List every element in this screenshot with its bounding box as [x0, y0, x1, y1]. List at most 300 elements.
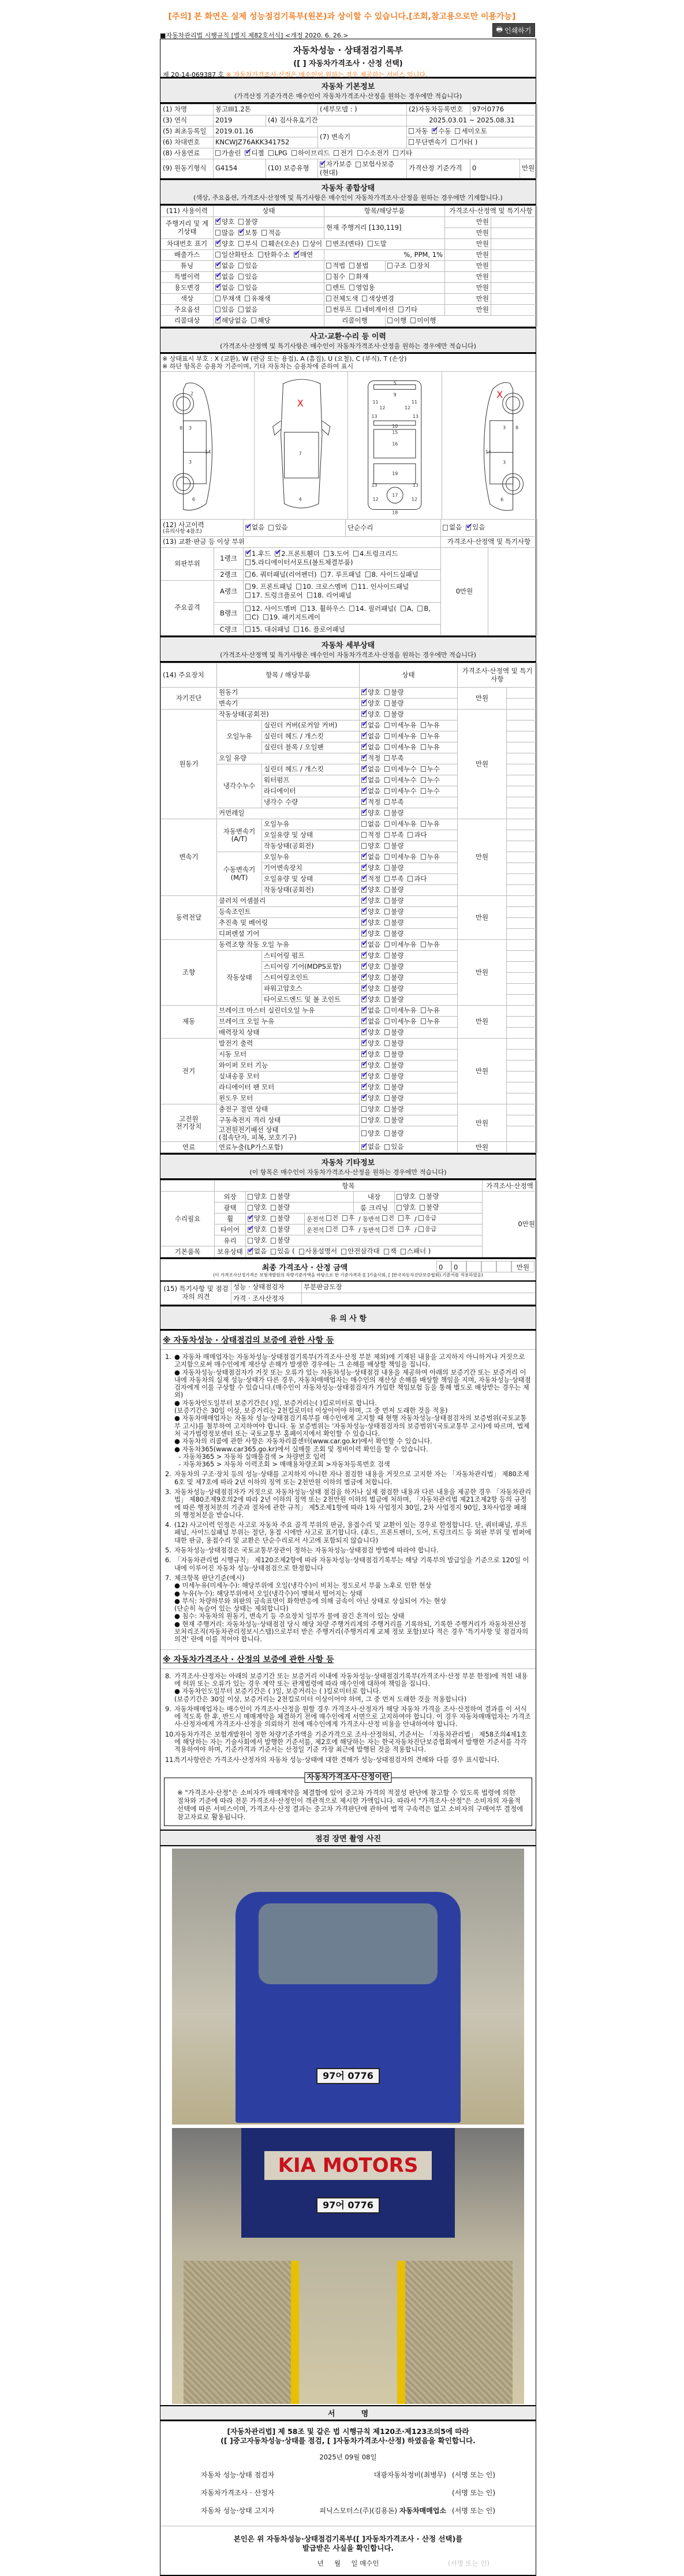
- checkbox-option[interactable]: [384, 963, 403, 970]
- checkbox-box[interactable]: [384, 931, 390, 936]
- checkbox-box[interactable]: [268, 525, 274, 531]
- checkbox-option[interactable]: [397, 1193, 416, 1200]
- checkbox-option[interactable]: [417, 605, 431, 613]
- checkbox-option[interactable]: [365, 571, 418, 578]
- checkbox-option[interactable]: [451, 139, 478, 146]
- checkbox-option[interactable]: [334, 150, 353, 157]
- checkbox-option[interactable]: [384, 1095, 403, 1102]
- checkbox-box[interactable]: [248, 1227, 253, 1233]
- checkbox-box[interactable]: [245, 296, 250, 301]
- checkbox-box[interactable]: [326, 285, 331, 290]
- checkbox-option[interactable]: [393, 150, 412, 157]
- checkbox-box[interactable]: [238, 263, 244, 268]
- checkbox-option[interactable]: [384, 787, 416, 795]
- checkbox-option[interactable]: [361, 886, 380, 894]
- checkbox-option[interactable]: [248, 1215, 267, 1222]
- checkbox-box[interactable]: [303, 241, 308, 247]
- checkbox-box[interactable]: [238, 230, 244, 236]
- checkbox-option[interactable]: [384, 689, 403, 696]
- checkbox-option[interactable]: [384, 1018, 416, 1025]
- checkbox-option[interactable]: [408, 875, 427, 883]
- checkbox-option[interactable]: [384, 831, 403, 839]
- checkbox-box[interactable]: [361, 766, 367, 772]
- checkbox-box[interactable]: [299, 1249, 304, 1255]
- checkbox-box[interactable]: [238, 307, 244, 312]
- checkbox-option[interactable]: [271, 1226, 290, 1233]
- checkbox-option[interactable]: [271, 1204, 290, 1211]
- buyer-signature[interactable]: (서명 또는 인): [448, 2559, 489, 2567]
- checkbox-option[interactable]: [320, 160, 352, 168]
- checkbox-box[interactable]: [238, 241, 244, 247]
- checkbox-box[interactable]: [334, 150, 339, 156]
- checkbox-option[interactable]: [361, 711, 380, 718]
- checkbox-box[interactable]: [361, 920, 367, 925]
- checkbox-option[interactable]: [275, 550, 320, 558]
- checkbox-option[interactable]: [368, 240, 387, 248]
- checkbox-option[interactable]: [421, 733, 440, 740]
- checkbox-option[interactable]: [421, 722, 440, 729]
- checkbox-option[interactable]: [382, 1215, 394, 1222]
- checkbox-box[interactable]: [384, 689, 390, 695]
- checkbox-box[interactable]: [361, 854, 367, 860]
- checkbox-box[interactable]: [421, 722, 426, 728]
- checkbox-option[interactable]: [384, 820, 416, 828]
- checkbox-box[interactable]: [382, 1215, 387, 1221]
- checkbox-box[interactable]: [215, 296, 220, 301]
- checkbox-box[interactable]: [384, 942, 390, 947]
- checkbox-option[interactable]: [398, 306, 417, 313]
- checkbox-option[interactable]: [387, 262, 406, 270]
- checkbox-box[interactable]: [384, 1007, 390, 1013]
- checkbox-box[interactable]: [268, 150, 274, 156]
- checkbox-option[interactable]: [384, 733, 416, 740]
- checkbox-box[interactable]: [421, 942, 426, 947]
- checkbox-option[interactable]: [361, 941, 380, 949]
- checkbox-option[interactable]: [342, 1215, 354, 1222]
- checkbox-box[interactable]: [361, 1029, 367, 1035]
- checkbox-option[interactable]: [361, 820, 380, 828]
- checkbox-box[interactable]: [248, 1238, 253, 1244]
- checkbox-box[interactable]: [420, 1205, 425, 1211]
- checkbox-option[interactable]: [361, 919, 380, 927]
- checkbox-option[interactable]: [291, 150, 330, 157]
- checkbox-box[interactable]: [349, 274, 354, 279]
- checkbox-box[interactable]: [326, 1215, 331, 1221]
- checkbox-option[interactable]: [326, 284, 345, 292]
- checkbox-box[interactable]: [397, 1205, 402, 1211]
- checkbox-box[interactable]: [398, 1215, 403, 1221]
- checkbox-box[interactable]: [215, 230, 220, 236]
- checkbox-box[interactable]: [361, 985, 367, 991]
- checkbox-box[interactable]: [361, 755, 367, 761]
- checkbox-box[interactable]: [326, 274, 331, 279]
- checkbox-box[interactable]: [384, 887, 390, 893]
- checkbox-box[interactable]: [421, 766, 426, 772]
- checkbox-option[interactable]: [384, 897, 403, 905]
- checkbox-option[interactable]: [384, 864, 403, 872]
- checkbox-box[interactable]: [326, 296, 331, 301]
- checkbox-option[interactable]: [361, 875, 380, 883]
- checkbox-option[interactable]: [326, 273, 345, 281]
- checkbox-box[interactable]: [361, 1073, 367, 1079]
- checkbox-box[interactable]: [245, 551, 251, 557]
- checkbox-option[interactable]: [361, 733, 380, 740]
- checkbox-option[interactable]: [341, 1248, 380, 1255]
- checkbox-option[interactable]: [384, 1117, 403, 1124]
- checkbox-option[interactable]: [238, 240, 257, 248]
- checkbox-box[interactable]: [238, 219, 244, 225]
- checkbox-option[interactable]: [271, 1237, 290, 1244]
- checkbox-option[interactable]: [410, 317, 436, 324]
- checkbox-box[interactable]: [361, 832, 367, 838]
- checkbox-box[interactable]: [466, 525, 471, 531]
- checkbox-box[interactable]: [301, 606, 306, 611]
- checkbox-option[interactable]: [326, 1215, 338, 1222]
- checkbox-box[interactable]: [421, 788, 426, 794]
- checkbox-option[interactable]: [384, 941, 416, 949]
- checkbox-box[interactable]: [361, 1040, 367, 1046]
- checkbox-box[interactable]: [384, 821, 390, 827]
- checkbox-option[interactable]: [326, 295, 358, 303]
- checkbox-box[interactable]: [215, 318, 220, 323]
- checkbox-option[interactable]: [324, 550, 349, 558]
- checkbox-option[interactable]: [408, 831, 427, 839]
- checkbox-box[interactable]: [418, 1226, 424, 1232]
- checkbox-box[interactable]: [361, 843, 367, 849]
- checkbox-box[interactable]: [384, 799, 390, 805]
- checkbox-box[interactable]: [384, 1106, 390, 1112]
- checkbox-box[interactable]: [361, 1084, 367, 1090]
- checkbox-option[interactable]: [421, 744, 440, 751]
- checkbox-box[interactable]: [215, 285, 220, 290]
- checkbox-box[interactable]: [326, 307, 331, 312]
- checkbox-box[interactable]: [384, 953, 390, 958]
- checkbox-option[interactable]: [384, 1143, 403, 1151]
- checkbox-option[interactable]: [357, 150, 389, 157]
- checkbox-box[interactable]: [356, 307, 361, 312]
- signature-field[interactable]: (서명 또는 인): [452, 2488, 495, 2497]
- checkbox-option[interactable]: [301, 605, 345, 613]
- checkbox-box[interactable]: [384, 777, 390, 783]
- checkbox-box[interactable]: [387, 318, 393, 323]
- checkbox-box[interactable]: [245, 592, 251, 598]
- checkbox-box[interactable]: [245, 572, 251, 577]
- checkbox-box[interactable]: [384, 700, 390, 706]
- checkbox-option[interactable]: [384, 1029, 403, 1036]
- checkbox-box[interactable]: [361, 1018, 367, 1024]
- checkbox-box[interactable]: [384, 1040, 390, 1046]
- checkbox-box[interactable]: [384, 755, 390, 761]
- checkbox-box[interactable]: [409, 128, 414, 134]
- checkbox-box[interactable]: [421, 1018, 426, 1024]
- checkbox-box[interactable]: [215, 263, 220, 268]
- checkbox-option[interactable]: [271, 1215, 290, 1222]
- checkbox-option[interactable]: [215, 229, 234, 237]
- checkbox-option[interactable]: [245, 614, 259, 621]
- checkbox-option[interactable]: [421, 820, 440, 828]
- checkbox-box[interactable]: [215, 307, 220, 312]
- checkbox-box[interactable]: [384, 985, 390, 991]
- checkbox-option[interactable]: [245, 571, 316, 578]
- checkbox-option[interactable]: [361, 1073, 380, 1080]
- checkbox-box[interactable]: [245, 584, 251, 589]
- print-button[interactable]: [492, 23, 535, 37]
- checkbox-box[interactable]: [326, 1226, 331, 1232]
- checkbox-option[interactable]: [349, 262, 368, 270]
- checkbox-option[interactable]: [361, 776, 380, 784]
- checkbox-box[interactable]: [384, 1073, 390, 1079]
- checkbox-option[interactable]: [349, 284, 375, 292]
- checkbox-option[interactable]: [321, 571, 361, 578]
- checkbox-box[interactable]: [361, 953, 367, 958]
- checkbox-option[interactable]: [384, 744, 416, 751]
- checkbox-box[interactable]: [384, 843, 390, 849]
- checkbox-box[interactable]: [248, 1216, 253, 1222]
- checkbox-option[interactable]: [215, 306, 234, 313]
- checkbox-box[interactable]: [384, 975, 390, 980]
- checkbox-option[interactable]: [261, 229, 281, 237]
- checkbox-box[interactable]: [361, 1095, 367, 1101]
- checkbox-option[interactable]: [245, 550, 271, 558]
- checkbox-box[interactable]: [296, 584, 301, 589]
- checkbox-option[interactable]: [384, 930, 403, 938]
- checkbox-option[interactable]: [384, 985, 403, 992]
- checkbox-option[interactable]: [432, 128, 451, 135]
- checkbox-option[interactable]: [215, 273, 234, 281]
- checkbox-option[interactable]: [261, 240, 298, 248]
- checkbox-option[interactable]: [248, 1204, 267, 1211]
- checkbox-box[interactable]: [361, 1051, 367, 1057]
- checkbox-box[interactable]: [361, 876, 367, 882]
- checkbox-option[interactable]: [384, 886, 403, 894]
- checkbox-box[interactable]: [258, 252, 263, 257]
- checkbox-option[interactable]: [238, 306, 257, 313]
- checkbox-option[interactable]: [361, 996, 380, 1003]
- checkbox-box[interactable]: [432, 128, 437, 134]
- checkbox-option[interactable]: [384, 996, 403, 1003]
- checkbox-box[interactable]: [291, 150, 297, 156]
- checkbox-option[interactable]: [384, 711, 403, 718]
- checkbox-box[interactable]: [361, 1144, 367, 1150]
- checkbox-option[interactable]: [361, 908, 380, 916]
- checkbox-option[interactable]: [384, 809, 403, 817]
- checkbox-box[interactable]: [398, 1226, 403, 1232]
- checkbox-option[interactable]: [384, 700, 403, 707]
- checkbox-box[interactable]: [368, 241, 373, 247]
- checkbox-box[interactable]: [294, 626, 299, 632]
- checkbox-option[interactable]: [384, 755, 403, 762]
- checkbox-box[interactable]: [455, 128, 460, 134]
- checkbox-option[interactable]: [409, 139, 447, 146]
- checkbox-box[interactable]: [384, 744, 390, 750]
- checkbox-box[interactable]: [326, 241, 331, 247]
- checkbox-box[interactable]: [361, 799, 367, 805]
- checkbox-option[interactable]: [361, 809, 380, 817]
- checkbox-option[interactable]: [361, 744, 380, 751]
- checkbox-option[interactable]: [361, 963, 380, 970]
- checkbox-option[interactable]: [361, 974, 380, 981]
- checkbox-box[interactable]: [361, 788, 367, 794]
- checkbox-option[interactable]: [248, 1226, 267, 1233]
- checkbox-box[interactable]: [245, 150, 250, 156]
- checkbox-option[interactable]: [296, 583, 347, 591]
- checkbox-option[interactable]: [349, 273, 368, 281]
- checkbox-box[interactable]: [384, 909, 390, 914]
- checkbox-box[interactable]: [384, 1051, 390, 1057]
- checkbox-option[interactable]: [215, 240, 234, 248]
- checkbox-box[interactable]: [384, 920, 390, 925]
- checkbox-option[interactable]: [384, 1073, 403, 1080]
- checkbox-box[interactable]: [320, 162, 325, 167]
- checkbox-box[interactable]: [384, 876, 390, 882]
- checkbox-box[interactable]: [421, 821, 426, 827]
- checkbox-option[interactable]: [361, 853, 380, 861]
- checkbox-option[interactable]: [245, 626, 290, 633]
- checkbox-box[interactable]: [361, 777, 367, 783]
- checkbox-box[interactable]: [401, 606, 406, 611]
- checkbox-option[interactable]: [356, 160, 394, 168]
- checkbox-box[interactable]: [393, 150, 398, 156]
- checkbox-option[interactable]: [361, 952, 380, 960]
- checkbox-box[interactable]: [398, 307, 403, 312]
- checkbox-box[interactable]: [421, 777, 426, 783]
- checkbox-box[interactable]: [245, 626, 251, 632]
- checkbox-option[interactable]: [245, 150, 264, 157]
- checkbox-option[interactable]: [410, 262, 429, 270]
- checkbox-box[interactable]: [384, 711, 390, 717]
- checkbox-box[interactable]: [361, 931, 367, 936]
- checkbox-box[interactable]: [271, 1238, 276, 1244]
- checkbox-box[interactable]: [443, 525, 448, 531]
- checkbox-box[interactable]: [245, 559, 251, 565]
- checkbox-box[interactable]: [349, 285, 354, 290]
- checkbox-box[interactable]: [384, 788, 390, 794]
- checkbox-box[interactable]: [361, 1062, 367, 1068]
- checkbox-option[interactable]: [353, 550, 398, 558]
- checkbox-box[interactable]: [326, 263, 331, 268]
- checkbox-option[interactable]: [251, 317, 270, 324]
- checkbox-option[interactable]: [245, 592, 303, 599]
- checkbox-box[interactable]: [341, 1249, 346, 1255]
- checkbox-option[interactable]: [384, 875, 403, 883]
- checkbox-box[interactable]: [421, 1007, 426, 1013]
- checkbox-option[interactable]: [384, 1130, 403, 1137]
- checkbox-box[interactable]: [215, 150, 220, 156]
- checkbox-option[interactable]: [248, 1248, 267, 1255]
- checkbox-box[interactable]: [215, 241, 220, 247]
- signature-field[interactable]: (서명 또는 인): [452, 2506, 495, 2515]
- checkbox-option[interactable]: [361, 766, 380, 773]
- checkbox-box[interactable]: [357, 150, 362, 156]
- checkbox-box[interactable]: [275, 551, 280, 557]
- checkbox-option[interactable]: [420, 1193, 439, 1200]
- checkbox-box[interactable]: [361, 733, 367, 739]
- checkbox-option[interactable]: [268, 150, 287, 157]
- checkbox-box[interactable]: [361, 887, 367, 893]
- checkbox-option[interactable]: [294, 626, 345, 633]
- checkbox-option[interactable]: [238, 273, 257, 281]
- checkbox-box[interactable]: [384, 810, 390, 816]
- checkbox-box[interactable]: [215, 252, 220, 257]
- checkbox-option[interactable]: [421, 776, 440, 784]
- checkbox-box[interactable]: [384, 898, 390, 904]
- checkbox-option[interactable]: [384, 1007, 416, 1014]
- checkbox-option[interactable]: [361, 897, 380, 905]
- checkbox-box[interactable]: [417, 606, 423, 611]
- checkbox-option[interactable]: [238, 262, 257, 270]
- checkbox-option[interactable]: [384, 842, 403, 850]
- checkbox-option[interactable]: [215, 262, 234, 270]
- checkbox-box[interactable]: [384, 1249, 389, 1255]
- checkbox-option[interactable]: [361, 1040, 380, 1047]
- checkbox-box[interactable]: [451, 139, 457, 145]
- checkbox-option[interactable]: [361, 864, 380, 872]
- checkbox-option[interactable]: [361, 700, 380, 707]
- checkbox-box[interactable]: [384, 766, 390, 772]
- checkbox-option[interactable]: [215, 295, 241, 303]
- checkbox-box[interactable]: [384, 865, 390, 871]
- checkbox-box[interactable]: [261, 241, 267, 247]
- checkbox-box[interactable]: [324, 551, 329, 557]
- checkbox-option[interactable]: [361, 930, 380, 938]
- checkbox-option[interactable]: [215, 150, 241, 157]
- checkbox-box[interactable]: [361, 744, 367, 750]
- checkbox-option[interactable]: [245, 583, 292, 591]
- checkbox-option[interactable]: [326, 262, 345, 270]
- checkbox-option[interactable]: [326, 240, 363, 248]
- checkbox-box[interactable]: [361, 1007, 367, 1013]
- checkbox-box[interactable]: [361, 865, 367, 871]
- checkbox-option[interactable]: [356, 306, 394, 313]
- checkbox-box[interactable]: [421, 854, 426, 860]
- checkbox-box[interactable]: [215, 274, 220, 279]
- checkbox-box[interactable]: [410, 263, 416, 268]
- checkbox-option[interactable]: [409, 128, 428, 135]
- checkbox-option[interactable]: [384, 1040, 403, 1047]
- checkbox-option[interactable]: [401, 605, 414, 613]
- checkbox-option[interactable]: [384, 1051, 403, 1058]
- checkbox-option[interactable]: [361, 1051, 380, 1058]
- checkbox-box[interactable]: [384, 1029, 390, 1035]
- checkbox-box[interactable]: [352, 584, 357, 589]
- checkbox-box[interactable]: [384, 722, 390, 728]
- checkbox-box[interactable]: [408, 876, 413, 882]
- checkbox-option[interactable]: [397, 1204, 416, 1211]
- checkbox-option[interactable]: [418, 1215, 436, 1222]
- checkbox-box[interactable]: [263, 614, 268, 620]
- checkbox-option[interactable]: [361, 985, 380, 992]
- checkbox-box[interactable]: [361, 964, 367, 969]
- checkbox-box[interactable]: [271, 1194, 276, 1200]
- checkbox-box[interactable]: [384, 854, 390, 860]
- checkbox-option[interactable]: [384, 798, 403, 806]
- checkbox-option[interactable]: [349, 605, 397, 613]
- checkbox-option[interactable]: [398, 1215, 410, 1222]
- checkbox-option[interactable]: [263, 614, 321, 621]
- checkbox-option[interactable]: [361, 1143, 380, 1151]
- checkbox-option[interactable]: [384, 974, 403, 981]
- checkbox-option[interactable]: [384, 776, 416, 784]
- checkbox-box[interactable]: [362, 296, 367, 301]
- checkbox-box[interactable]: [361, 909, 367, 914]
- checkbox-option[interactable]: [382, 1226, 394, 1233]
- checkbox-option[interactable]: [384, 1106, 403, 1113]
- checkbox-option[interactable]: [215, 284, 234, 292]
- checkbox-option[interactable]: [294, 251, 313, 259]
- checkbox-option[interactable]: [271, 1193, 290, 1200]
- checkbox-box[interactable]: [384, 1117, 390, 1123]
- checkbox-box[interactable]: [245, 525, 251, 531]
